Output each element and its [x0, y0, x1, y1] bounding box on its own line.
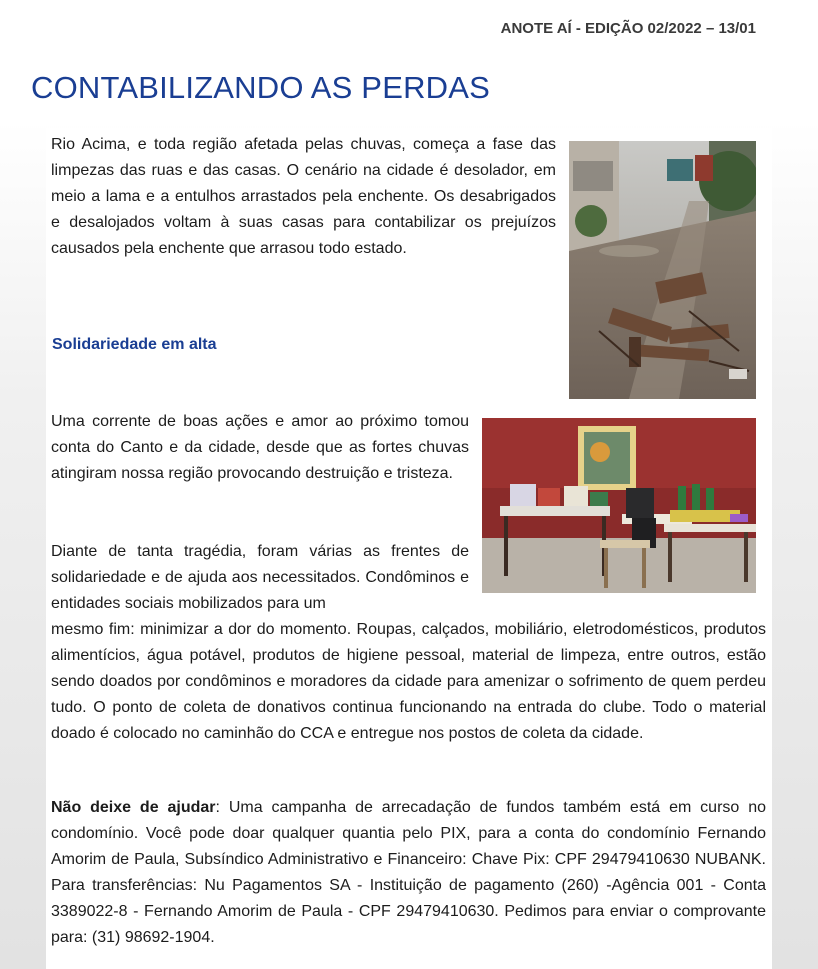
help-lead: Não deixe de ajudar: [51, 799, 216, 816]
help-text: : Uma campanha de arrecadação de fundos também está em curso no condomínio. Você pode doar qualquer quantia pelo PIX, para a conta do condomínio Fernando Amorim de Paula, Subsíndico Administrativo e Financeiro: Chave Pix: CPF 29479410630 NUBANK. Para transferências: Nu Pagamentos SA - Instituição de pagamento (260) -Agência 001 - Conta 3389022-8 - Fernando Amorim de Paula - CPF 29479410630. Pedimos para enviar o comprovante para: (31) 98692-1904.: [51, 799, 766, 946]
section-subtitle: Solidariedade em alta: [52, 336, 217, 353]
paragraph-donations-rest: mesmo fim: minimizar a dor do momento. Roupas, calçados, mobiliário, eletrodomésticos, produtos alimentícios, água potável, produtos de higiene pessoal, material de limpeza, entre outros, estão sendo doados por condôminos e moradores da cidade para amenizar o sofrimento de quem perdeu tudo. O ponto de coleta de donativos continua funcionando na entrada do clube. Todo o material doado é colocado no caminhão do CCA e entregue nos postos de coleta da cidade.: [51, 621, 766, 742]
paragraph-solidarity: Uma corrente de boas ações e amor ao próximo tomou conta do Canto e da cidade, desde que as fortes chuvas atingiram nossa região provocando destruição e tristeza.: [51, 413, 469, 482]
flooded-street-photo: [569, 141, 756, 399]
paragraph-help: [51, 795, 766, 951]
paragraph-intro: Rio Acima, e toda região afetada pelas chuvas, começa a fase das limpezas das ruas e das casas. O cenário na cidade é desolador, em meio a lama e a entulhos arrastados pela enchente. Os desabrigados e desalojados voltam à suas casas para contabilizar os prejuízos causados pela enchente que arrasou todo estado.: [51, 136, 556, 257]
edition-header: ANOTE AÍ - EDIÇÃO 02/2022 – 13/01: [500, 20, 756, 37]
page-title: CONTABILIZANDO AS PERDAS: [31, 70, 490, 105]
paragraph-donations: [51, 539, 766, 747]
paragraph-donations-lead: Diante de tanta tragédia, foram várias as frentes de solidariedade e de ajuda aos necessitados. Condôminos e entidades sociais mobilizados para um: [51, 543, 469, 612]
